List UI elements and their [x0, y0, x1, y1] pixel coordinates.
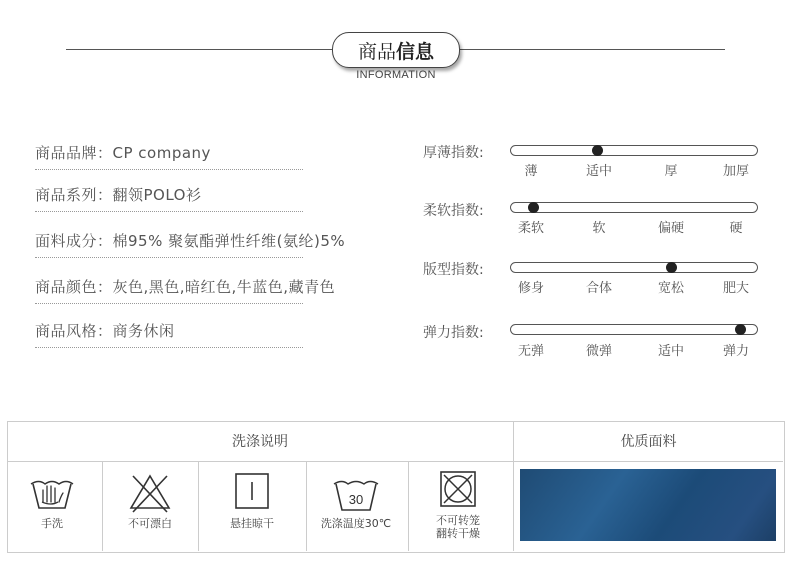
table-divider [408, 462, 409, 551]
care-label: 悬挂晾干 [230, 517, 274, 530]
care-heading: 洗涤说明 [232, 434, 288, 450]
table-divider [198, 462, 199, 551]
care-item-no-tumble-dry [410, 462, 506, 551]
elasticity-index-label: 弹力指数: [423, 325, 484, 341]
softness-option: 柔软 [517, 221, 544, 236]
wash-temperature-text: 30 [348, 492, 364, 507]
fabric-heading: 优质面料 [620, 434, 677, 450]
thickness-index-marker [592, 145, 603, 156]
info-style: 商品风格：商务休闲 [35, 320, 303, 348]
header-line-right [457, 49, 725, 50]
thickness-option: 加厚 [722, 164, 749, 179]
softness-option: 软 [592, 221, 606, 236]
fit-option: 宽松 [657, 281, 684, 296]
softness-index-track [510, 202, 758, 213]
info-colors: 商品颜色：灰色,黑色,暗红色,牛蓝色,藏青色 [35, 276, 303, 304]
section-title-light: 商品 [357, 40, 396, 63]
fit-index-track [510, 262, 758, 273]
care-label: 手洗 [41, 517, 63, 530]
thickness-index-track [510, 145, 758, 156]
elasticity-option: 微弹 [585, 344, 612, 359]
care-label-line: 不可转笼 [436, 514, 480, 527]
elasticity-index-marker [735, 324, 746, 335]
elasticity-option: 适中 [657, 344, 684, 359]
softness-option: 硬 [729, 221, 743, 236]
care-label-line: 翻转干燥 [436, 527, 480, 540]
care-item-wash-30 [308, 462, 404, 551]
wash-30-icon [331, 470, 381, 514]
care-item-hand-wash [4, 462, 100, 551]
fit-option: 修身 [517, 281, 544, 296]
section-title-bold: 信息 [396, 40, 435, 63]
fit-index-marker [666, 262, 677, 273]
no-bleach-icon [125, 470, 175, 514]
thickness-option: 适中 [585, 164, 612, 179]
fit-index-label: 版型指数: [423, 262, 484, 278]
no-tumble-dry-icon [433, 468, 483, 512]
care-label [410, 514, 506, 540]
info-material: 面料成分：棉95% 聚氨酯弹性纤维(氨纶)5% [35, 230, 303, 258]
softness-index-label: 柔软指数: [423, 203, 484, 219]
thickness-option: 薄 [524, 164, 538, 179]
hang-dry-icon [227, 470, 277, 514]
fit-option: 合体 [585, 281, 612, 296]
care-item-hang-dry [204, 462, 300, 551]
thickness-index-label: 厚薄指数: [423, 145, 484, 161]
care-label: 洗涤温度30℃ [320, 517, 392, 530]
fit-option: 肥大 [722, 281, 749, 296]
header-line-left [66, 49, 334, 50]
fabric-swatch [520, 469, 776, 541]
softness-index-marker [528, 202, 539, 213]
section-title [332, 32, 460, 68]
elasticity-index-track [510, 324, 758, 335]
care-label: 不可漂白 [128, 517, 172, 530]
table-divider [306, 462, 307, 551]
thickness-option: 厚 [664, 164, 678, 179]
hand-wash-icon [27, 470, 77, 514]
care-item-no-bleach [102, 462, 198, 551]
softness-option: 偏硬 [657, 221, 684, 236]
elasticity-option: 弹力 [722, 344, 749, 359]
info-brand: 商品品牌：CP company [35, 142, 303, 170]
elasticity-option: 无弹 [517, 344, 544, 359]
info-series: 商品系列：翻领POLO衫 [35, 184, 303, 212]
section-subtitle: INFORMATION [356, 69, 436, 81]
